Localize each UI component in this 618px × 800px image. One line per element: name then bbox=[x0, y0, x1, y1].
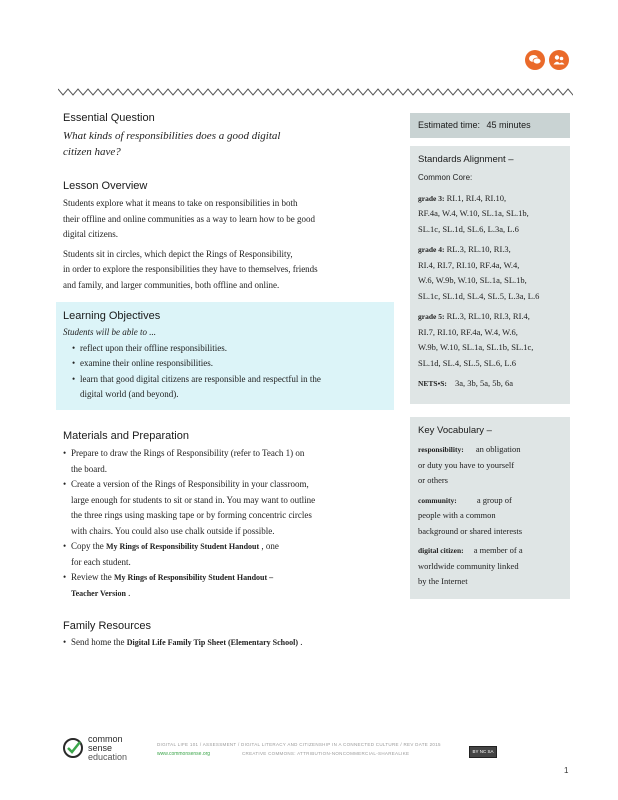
materials-line: with chairs. You could also use chalk outside if possible. bbox=[71, 525, 275, 536]
materials-line: Prepare to draw the Rings of Responsibility (refer to Teach 1) on bbox=[71, 448, 305, 458]
vocabulary-heading: Key Vocabulary – bbox=[418, 425, 492, 436]
vocab-def: background or shared interests bbox=[418, 525, 523, 536]
family-text: Send home the bbox=[71, 637, 127, 647]
vocab-def: by the Internet bbox=[418, 576, 468, 586]
footer-meta-2: CREATIVE COMMONS: ATTRIBUTION-NONCOMMERCIAL-SHAREALIKE bbox=[242, 751, 410, 756]
materials-line: Create a version of the Rings of Responsibility in your classroom, bbox=[71, 479, 309, 489]
overview-p1-line: Students explore what it means to take on responsibilities in both bbox=[63, 198, 298, 208]
materials-heading: Materials and Preparation bbox=[63, 430, 189, 442]
standards-sub: Common Core: bbox=[418, 173, 473, 182]
materials-section bbox=[63, 430, 398, 601]
materials-text: Copy the bbox=[71, 541, 106, 551]
grade4-line: RL.3, RL.10, RI.3, bbox=[446, 244, 511, 254]
estimated-time-value: 45 minutes bbox=[486, 120, 531, 130]
vocab-def: worldwide community linked bbox=[418, 560, 519, 571]
materials-text: . bbox=[125, 587, 131, 598]
family-resources-heading: Family Resources bbox=[63, 620, 152, 632]
grade3-line: RI.1, RI.4, RI.10, bbox=[446, 192, 507, 203]
lesson-overview-section bbox=[63, 180, 398, 293]
learning-objectives-heading: Learning Objectives bbox=[63, 310, 161, 322]
lesson-overview-heading: Lesson Overview bbox=[63, 180, 148, 192]
logo-line-3: education bbox=[88, 752, 128, 762]
chat-bubbles-icon bbox=[525, 50, 545, 70]
grade3-line: SL.1c, SL.1d, SL.6, L.3a, L.6 bbox=[418, 223, 519, 234]
standards-heading: Standards Alignment – bbox=[418, 154, 514, 165]
objective-item bbox=[72, 372, 388, 403]
estimated-time-label: Estimated time: bbox=[418, 120, 481, 130]
people-icon bbox=[549, 50, 569, 70]
materials-item bbox=[63, 570, 398, 601]
vocab-word: responsibility: bbox=[418, 445, 464, 454]
materials-item bbox=[63, 539, 398, 570]
logo-line-1: common bbox=[88, 734, 123, 744]
nets-value: 3a, 3b, 5a, 5b, 6a bbox=[455, 378, 514, 388]
footer-url[interactable]: www.commonsense.org bbox=[157, 751, 211, 757]
grade4-line: W.6, W.9b, W.10, SL.1a, SL.1b, bbox=[418, 275, 527, 285]
handout-link[interactable]: My Rings of Responsibility Student Handout bbox=[106, 542, 260, 551]
grade4-line: SL.1c, SL.1d, SL.4, SL.5, L.3a, L.6 bbox=[418, 290, 540, 301]
overview-p2-line: and family, and larger communities, both offline and online. bbox=[63, 279, 280, 290]
essential-question-section bbox=[63, 112, 398, 160]
objective-item: • examine their online responsibilities. bbox=[72, 356, 388, 372]
grade4-label: grade 4: bbox=[418, 245, 445, 254]
grade3-line: RF.4a, W.4, W.10, SL.1a, SL.1b, bbox=[418, 208, 529, 218]
essential-question-heading: Essential Question bbox=[63, 112, 155, 124]
handout-teacher-link[interactable]: My Rings of Responsibility Student Handout – bbox=[114, 573, 274, 582]
grade5-line: W.9b, W.10, SL.1a, SL.1b, SL.1c, bbox=[418, 342, 534, 352]
objective-3-line-2: digital world (and beyond). bbox=[80, 389, 179, 399]
family-resources-section bbox=[63, 620, 398, 651]
grade5-line: RL.3, RL.10, RI.3, RI.4, bbox=[446, 311, 530, 321]
vocab-word: community: bbox=[418, 495, 457, 505]
vocab-term bbox=[418, 442, 568, 489]
vocab-def: a group of bbox=[476, 494, 512, 505]
estimated-time-box bbox=[410, 113, 570, 138]
materials-text: , one bbox=[259, 541, 279, 551]
standards-box bbox=[410, 146, 570, 404]
overview-p1-line: digital citizens. bbox=[63, 229, 118, 239]
materials-item bbox=[63, 446, 398, 477]
materials-line: the board. bbox=[71, 463, 107, 474]
materials-line: for each student. bbox=[71, 556, 131, 567]
vocab-def: people with a common bbox=[418, 510, 496, 520]
vocab-term bbox=[418, 543, 568, 590]
overview-p2-line: in order to explore the responsibilities they have to themselves, friends bbox=[63, 264, 318, 274]
family-item bbox=[63, 635, 398, 651]
objective-item: • reflect upon their offline responsibilities. bbox=[72, 341, 388, 357]
materials-text: Review the bbox=[71, 572, 114, 582]
grade5-line: SL.1d, SL.4, SL.5, SL.6, L.6 bbox=[418, 357, 516, 368]
grade5-label: grade 5: bbox=[418, 312, 445, 321]
grade5-line: RI.7, RI.10, RF.4a, W.4, W.6, bbox=[418, 326, 518, 337]
vocab-def: or duty you have to yourself bbox=[418, 459, 515, 470]
logo-line-2: sense bbox=[88, 743, 113, 753]
vocab-def: an obligation bbox=[475, 444, 521, 454]
teacher-version-link[interactable]: Teacher Version bbox=[71, 588, 126, 598]
zigzag-divider bbox=[58, 86, 573, 98]
common-sense-logo bbox=[62, 735, 142, 769]
vocab-term bbox=[418, 493, 568, 540]
cc-license-text: BY NC SA bbox=[472, 749, 494, 754]
vocab-def: or others bbox=[418, 475, 448, 485]
essential-question-text-2: citizen have? bbox=[63, 146, 121, 158]
footer bbox=[62, 735, 562, 775]
page-number: 1 bbox=[564, 766, 569, 775]
nets-label: NETS•S: bbox=[418, 379, 447, 388]
footer-meta-1: DIGITAL LIFE 101 / ASSESSMENT / DIGITAL LITERACY AND CITIZENSHIP IN A CONNECTED CULTURE / REV DATE 2015 bbox=[157, 742, 441, 747]
vocab-word: digital citizen: bbox=[418, 546, 464, 555]
cc-license-badge bbox=[469, 746, 497, 758]
learning-objectives-intro: Students will be able to ... bbox=[63, 327, 156, 337]
vocabulary-box bbox=[410, 417, 570, 599]
vocab-def: a member of a bbox=[473, 545, 523, 555]
learning-objectives-box bbox=[56, 302, 394, 410]
tip-sheet-link[interactable]: Digital Life Family Tip Sheet (Elementary School) bbox=[126, 638, 298, 647]
objective-3-line-1: learn that good digital citizens are responsible and respectful in the bbox=[80, 373, 321, 384]
materials-line: large enough for students to sit or stand in. You may want to outline bbox=[71, 494, 316, 505]
grade3-label: grade 3: bbox=[418, 193, 445, 203]
materials-line: the three rings using masking tape or by forming concentric circles bbox=[71, 510, 312, 520]
overview-p2-line: Students sit in circles, which depict the Rings of Responsibility, bbox=[63, 248, 293, 259]
essential-question-text-1: What kinds of responsibilities does a good digital bbox=[63, 130, 281, 142]
overview-p1-line: their offline and online communities as a way to learn how to be good bbox=[63, 213, 316, 224]
grade4-line: RI.4, RI.7, RI.10, RF.4a, W.4, bbox=[418, 259, 520, 270]
materials-item bbox=[63, 477, 398, 539]
family-text: . bbox=[298, 637, 303, 647]
checkmark-logo-icon bbox=[62, 737, 84, 759]
